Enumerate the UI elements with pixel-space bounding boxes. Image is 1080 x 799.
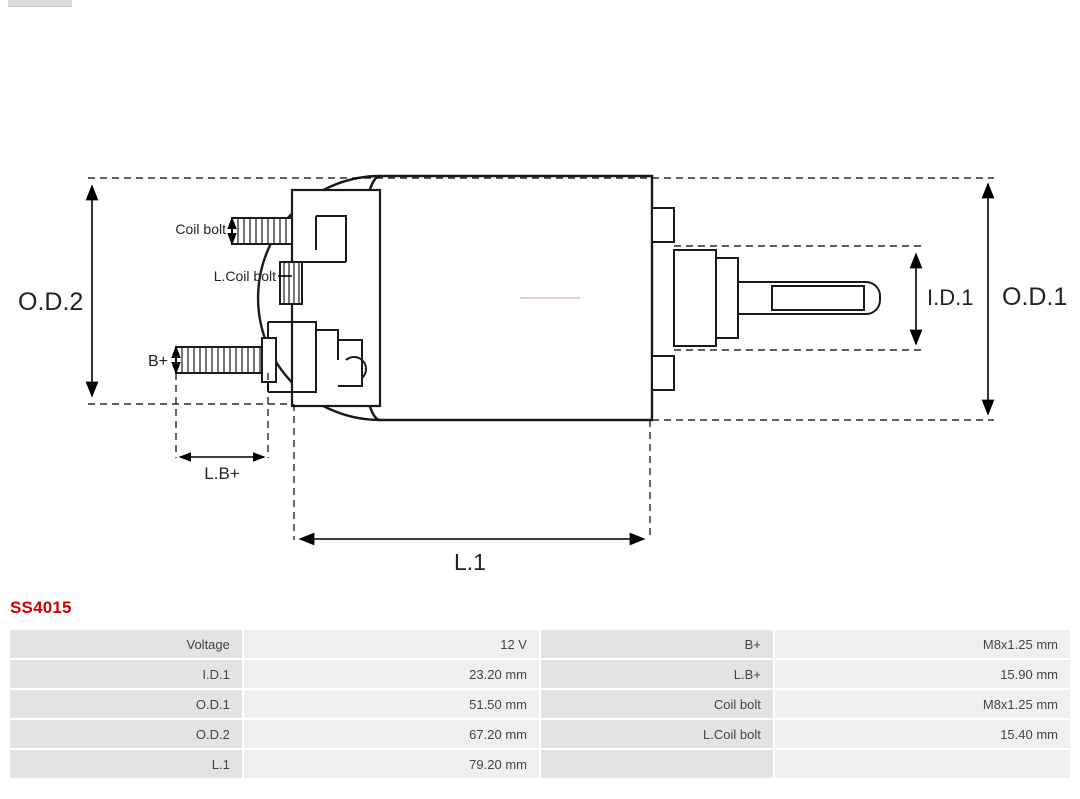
spec-label-id1: I.D.1: [10, 660, 242, 688]
dim-label-od2: O.D.2: [18, 288, 84, 316]
dim-label-l1: L.1: [454, 549, 486, 575]
table-row: [10, 660, 1070, 688]
spec-label-l1: L.1: [10, 750, 242, 778]
spec-value-b-plus: M8x1.25 mm: [775, 630, 1070, 658]
spec-value-voltage: 12 V: [244, 630, 539, 658]
spec-label-coil-bolt: Coil bolt: [541, 690, 773, 718]
table-row: [10, 750, 1070, 778]
spec-label-l-b-plus: L.B+: [541, 660, 773, 688]
dim-label-id1: I.D.1: [927, 285, 974, 310]
spec-label-od1: O.D.1: [10, 690, 242, 718]
table-row: [10, 630, 1070, 658]
part-number: SS4015: [10, 598, 72, 617]
dim-label-l-b-plus: L.B+: [204, 464, 240, 483]
dim-label-coil-bolt: Coil bolt: [175, 221, 226, 237]
table-row: [10, 690, 1070, 718]
spec-label-od2: O.D.2: [10, 720, 242, 748]
dim-label-l-coil-bolt: L.Coil bolt: [213, 268, 276, 284]
spec-value-empty: [775, 750, 1070, 778]
spec-table-container: [8, 628, 1072, 780]
spec-value-id1: 23.20 mm: [244, 660, 539, 688]
spec-value-l1: 79.20 mm: [244, 750, 539, 778]
spec-value-coil-bolt: M8x1.25 mm: [775, 690, 1070, 718]
dim-label-b-plus: B+: [147, 353, 168, 370]
spec-value-od2: 67.20 mm: [244, 720, 539, 748]
spec-label-b-plus: B+: [541, 630, 773, 658]
spec-value-od1: 51.50 mm: [244, 690, 539, 718]
spec-label-empty: [541, 750, 773, 778]
spec-table: [8, 628, 1072, 780]
spec-label-voltage: Voltage: [10, 630, 242, 658]
table-row: [10, 720, 1070, 748]
spec-value-l-coil-bolt: 15.40 mm: [775, 720, 1070, 748]
spec-label-l-coil-bolt: L.Coil bolt: [541, 720, 773, 748]
spec-value-l-b-plus: 15.90 mm: [775, 660, 1070, 688]
dim-label-od1: O.D.1: [1002, 283, 1068, 311]
